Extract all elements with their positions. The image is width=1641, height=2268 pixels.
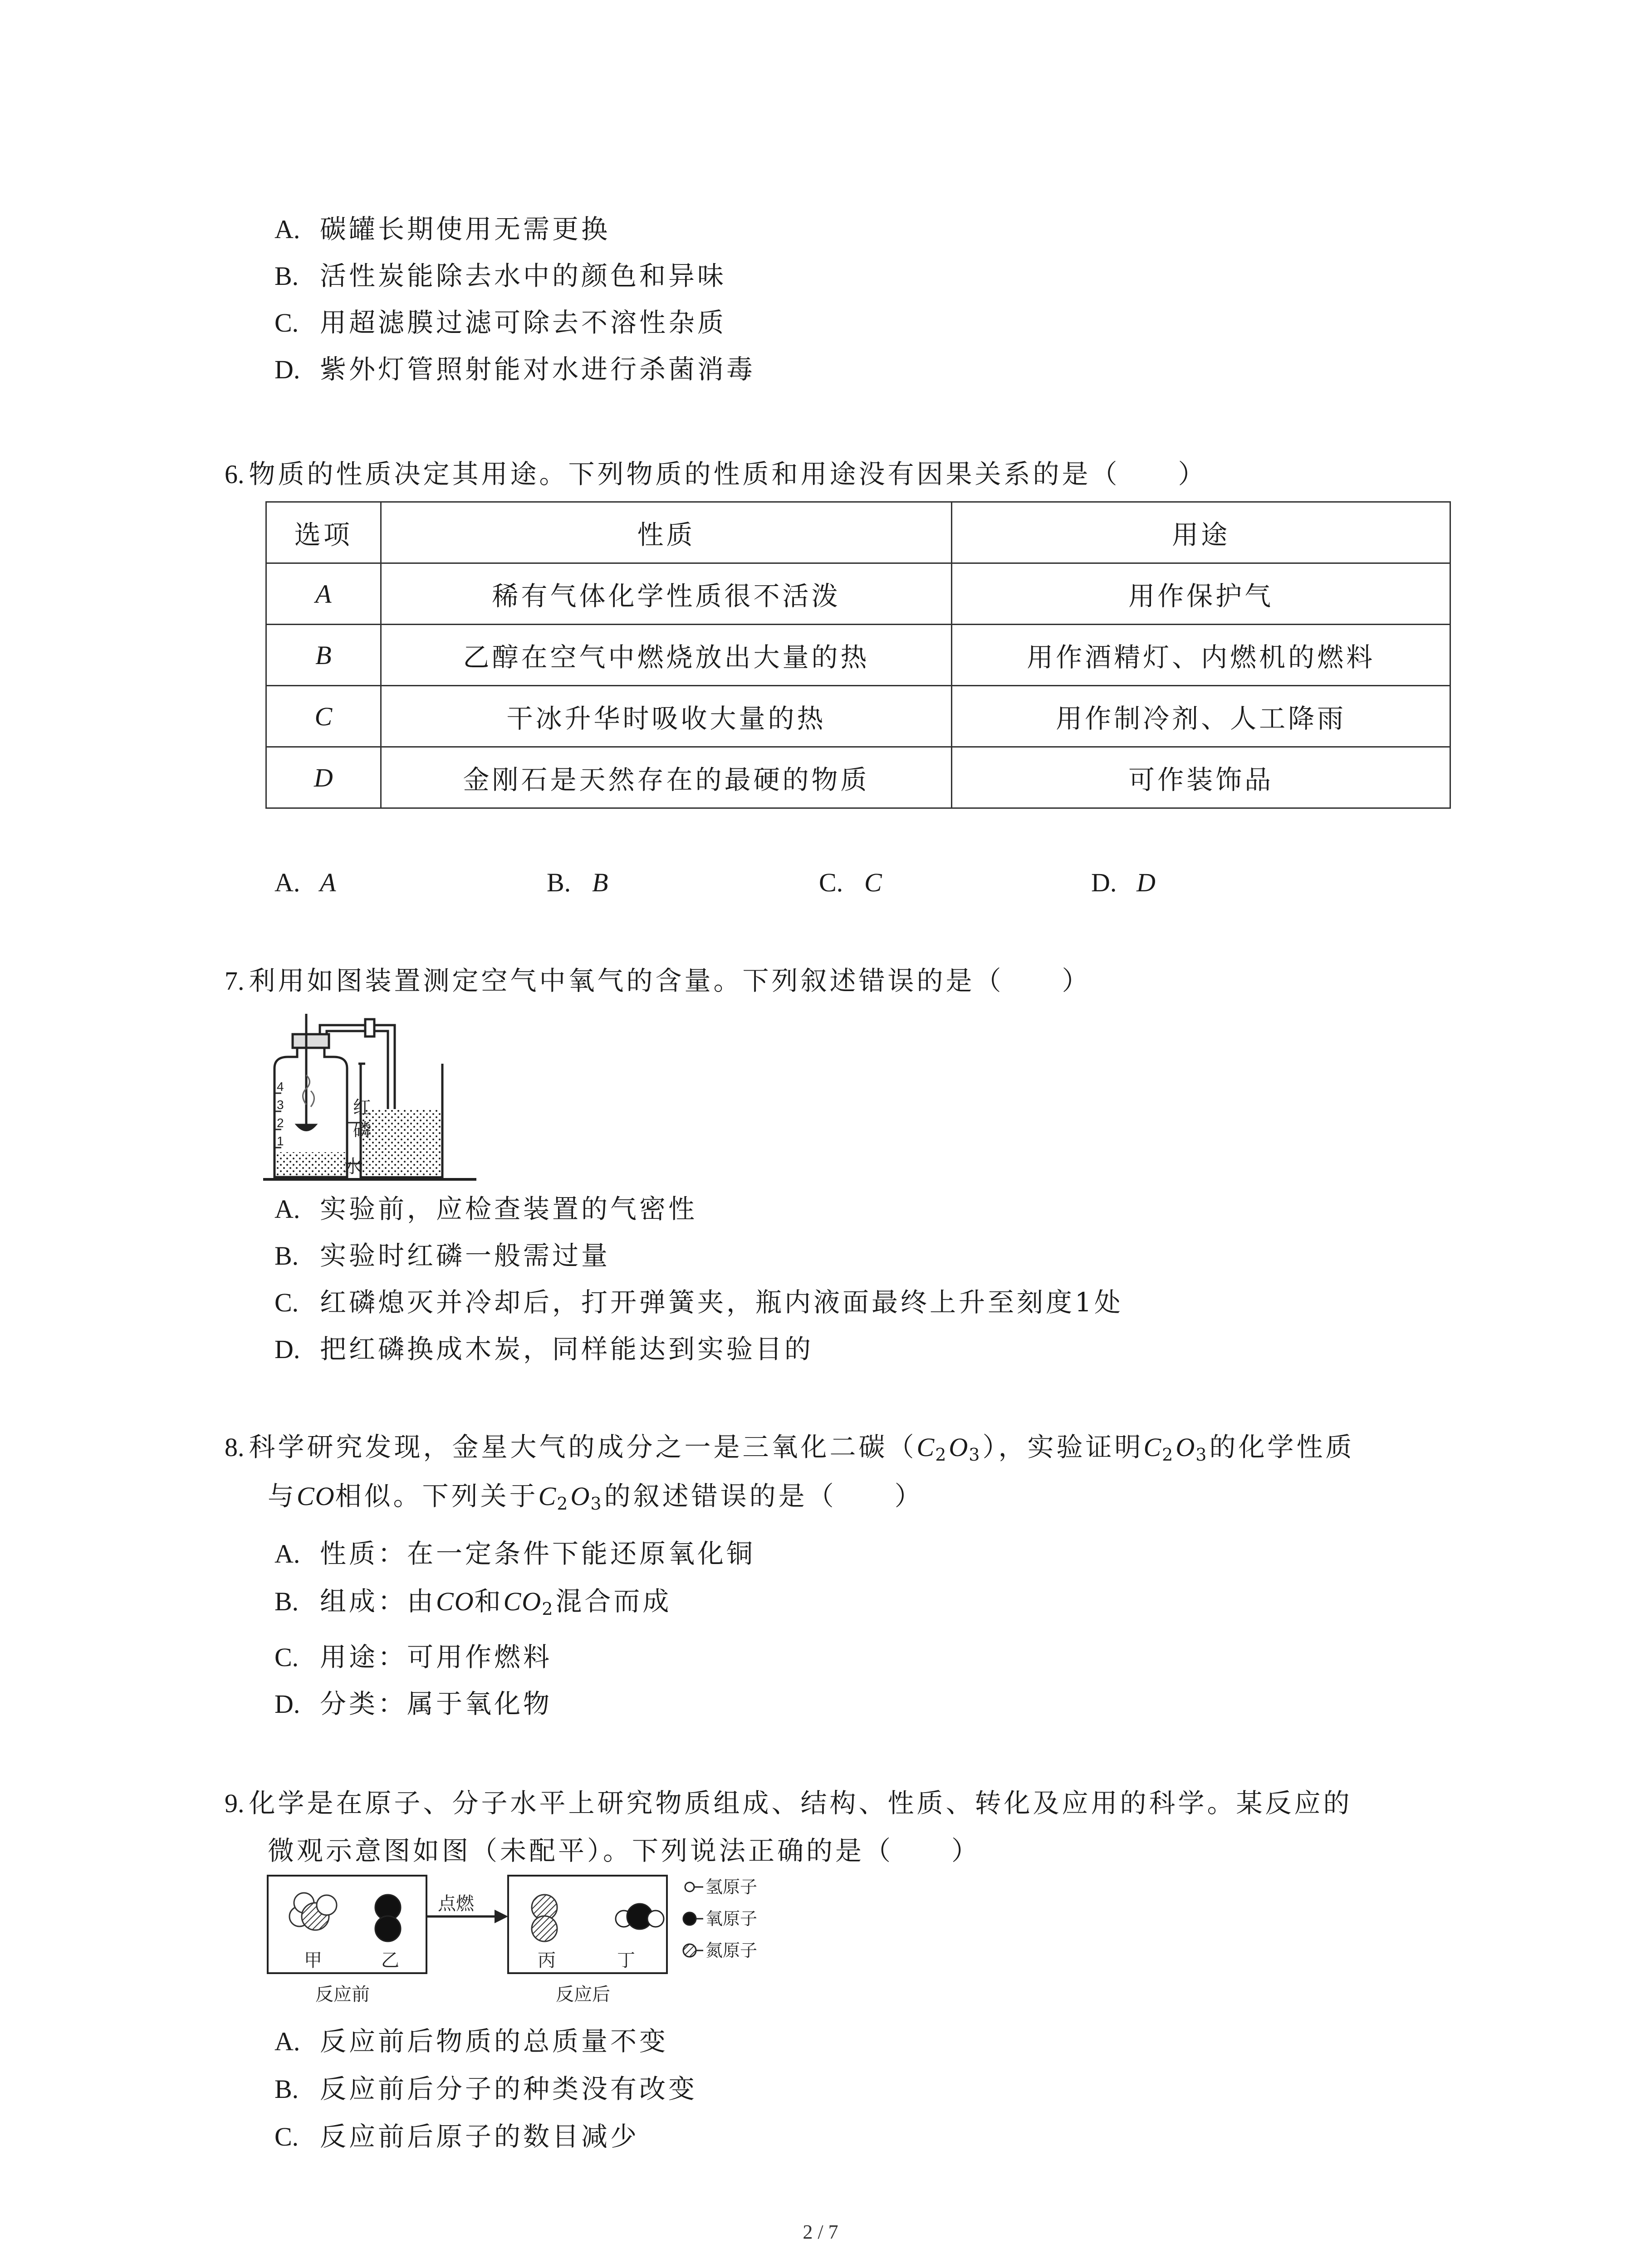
label-ignite: 点燃 <box>438 1893 474 1914</box>
tick-label: 2 <box>277 1116 284 1130</box>
row-property: 乙醇在空气中燃烧放出大量的热 <box>381 625 951 686</box>
label-jia: 甲 <box>304 1950 322 1971</box>
label-after: 反应后 <box>556 1984 610 2005</box>
header-usage: 用途 <box>952 502 1450 563</box>
legend-nitrogen: 氮原子 <box>705 1941 758 1960</box>
q6-option-b: B. B <box>547 868 609 897</box>
q8-option-d: D. 分类：属于氧化物 <box>274 1688 553 1719</box>
q6-option-d: D. D <box>1091 868 1156 897</box>
table-row <box>266 563 1450 625</box>
arrow-head <box>495 1910 508 1923</box>
row-property: 干冰升华时吸收大量的热 <box>381 686 951 747</box>
q9-option-a: A. 反应前后物质的总质量不变 <box>274 2026 669 2057</box>
header-option: 选项 <box>266 502 381 563</box>
q5-option-d: D. 紫外灯管照射能对水进行杀菌消毒 <box>274 354 756 385</box>
label-water: 水 <box>344 1156 362 1177</box>
legend-hydrogen: 氢原子 <box>705 1877 758 1897</box>
row-property: 金刚石是天然存在的最硬的物质 <box>381 747 951 808</box>
row-property: 稀有气体化学性质很不活泼 <box>381 563 951 625</box>
label-red-phosphorus-1: 红 <box>353 1097 371 1118</box>
page-number: 2 / 7 <box>803 2221 838 2243</box>
header-property: 性质 <box>381 502 951 563</box>
q7-option-d: D. 把红磷换成木炭，同样能达到实验目的 <box>274 1334 814 1364</box>
label-yi: 乙 <box>381 1950 399 1971</box>
table-row <box>266 747 1450 808</box>
q8-option-a: A. 性质：在一定条件下能还原氧化铜 <box>274 1538 756 1569</box>
bottle-water <box>276 1152 346 1176</box>
q6-option-a: A. A <box>274 868 337 897</box>
tick-label: 3 <box>277 1098 284 1112</box>
q9-stem-line2: 微观示意图如图（未配平）。下列说法正确的是（ ） <box>268 1835 981 1866</box>
row-letter: B <box>266 625 381 686</box>
row-letter: C <box>266 686 381 747</box>
q5-option-b: B. 活性炭能除去水中的颜色和异味 <box>274 260 727 291</box>
q6-table <box>265 501 1451 809</box>
table-header-row <box>266 502 1450 563</box>
row-letter: A <box>266 563 381 625</box>
q8-stem-line1: 8. 科学研究发现，金星大气的成分之一是三氧化二碳$(C_2O_3)$，实验证明$C_2O_3$的化学性质 <box>225 1432 1355 1465</box>
q7-option-a: A. 实验前，应检查装置的气密性 <box>274 1193 698 1224</box>
q8-stem-line2: 与CO相似。下列关于$C_2O_3$的叙述错误的是（ ） <box>268 1481 924 1514</box>
q6-stem: 6. 物质的性质决定其用途。下列物质的性质和用途没有因果关系的是（ ） <box>225 459 1207 489</box>
before-box <box>268 1876 426 1973</box>
q7-option-b: B. 实验时红磷一般需过量 <box>274 1240 611 1271</box>
q8-option-c: C. 用途：可用作燃料 <box>274 1642 553 1672</box>
row-usage: 可作装饰品 <box>952 747 1450 808</box>
q7-option-c: C. 红磷熄灭并冷却后，打开弹簧夹，瓶内液面最终上升至刻度1处 <box>274 1287 1123 1318</box>
row-usage: 用作制冷剂、人工降雨 <box>952 686 1450 747</box>
row-usage: 用作保护气 <box>952 563 1450 625</box>
table-row <box>266 686 1450 747</box>
table-row <box>266 625 1450 686</box>
tick-label: 1 <box>277 1134 284 1148</box>
row-usage: 用作酒精灯、内燃机的燃料 <box>952 625 1450 686</box>
row-letter: D <box>266 747 381 808</box>
beaker-water <box>362 1109 441 1176</box>
q7-stem: 7. 利用如图装置测定空气中氧气的含量。下列叙述错误的是（ ） <box>225 965 1091 996</box>
q8-option-b: B. 组成：由CO和$CO_2$混合而成 <box>274 1586 672 1619</box>
reaction-diagram <box>265 1873 801 2014</box>
q9-option-b: B. 反应前后分子的种类没有改变 <box>274 2073 698 2104</box>
label-ding: 丁 <box>617 1950 635 1971</box>
legend-oxygen: 氧原子 <box>705 1909 758 1929</box>
q9-stem-line1: 9. 化学是在原子、分子水平上研究物质组成、结构、性质、转化及应用的科学。某反应的 <box>225 1788 1352 1818</box>
q5-option-a: A. 碳罐长期使用无需更换 <box>274 214 611 244</box>
oxygen-apparatus-figure <box>263 1014 526 1186</box>
label-red-phosphorus-2: 磷 <box>353 1120 371 1141</box>
q9-option-c: C. 反应前后原子的数目减少 <box>274 2121 640 2152</box>
tick-label: 4 <box>277 1080 284 1094</box>
label-before: 反应前 <box>315 1984 370 2005</box>
q5-option-c: C. 用超滤膜过滤可除去不溶性杂质 <box>274 307 727 338</box>
q6-option-c: C. C <box>819 868 883 897</box>
label-bing: 丙 <box>538 1950 556 1971</box>
